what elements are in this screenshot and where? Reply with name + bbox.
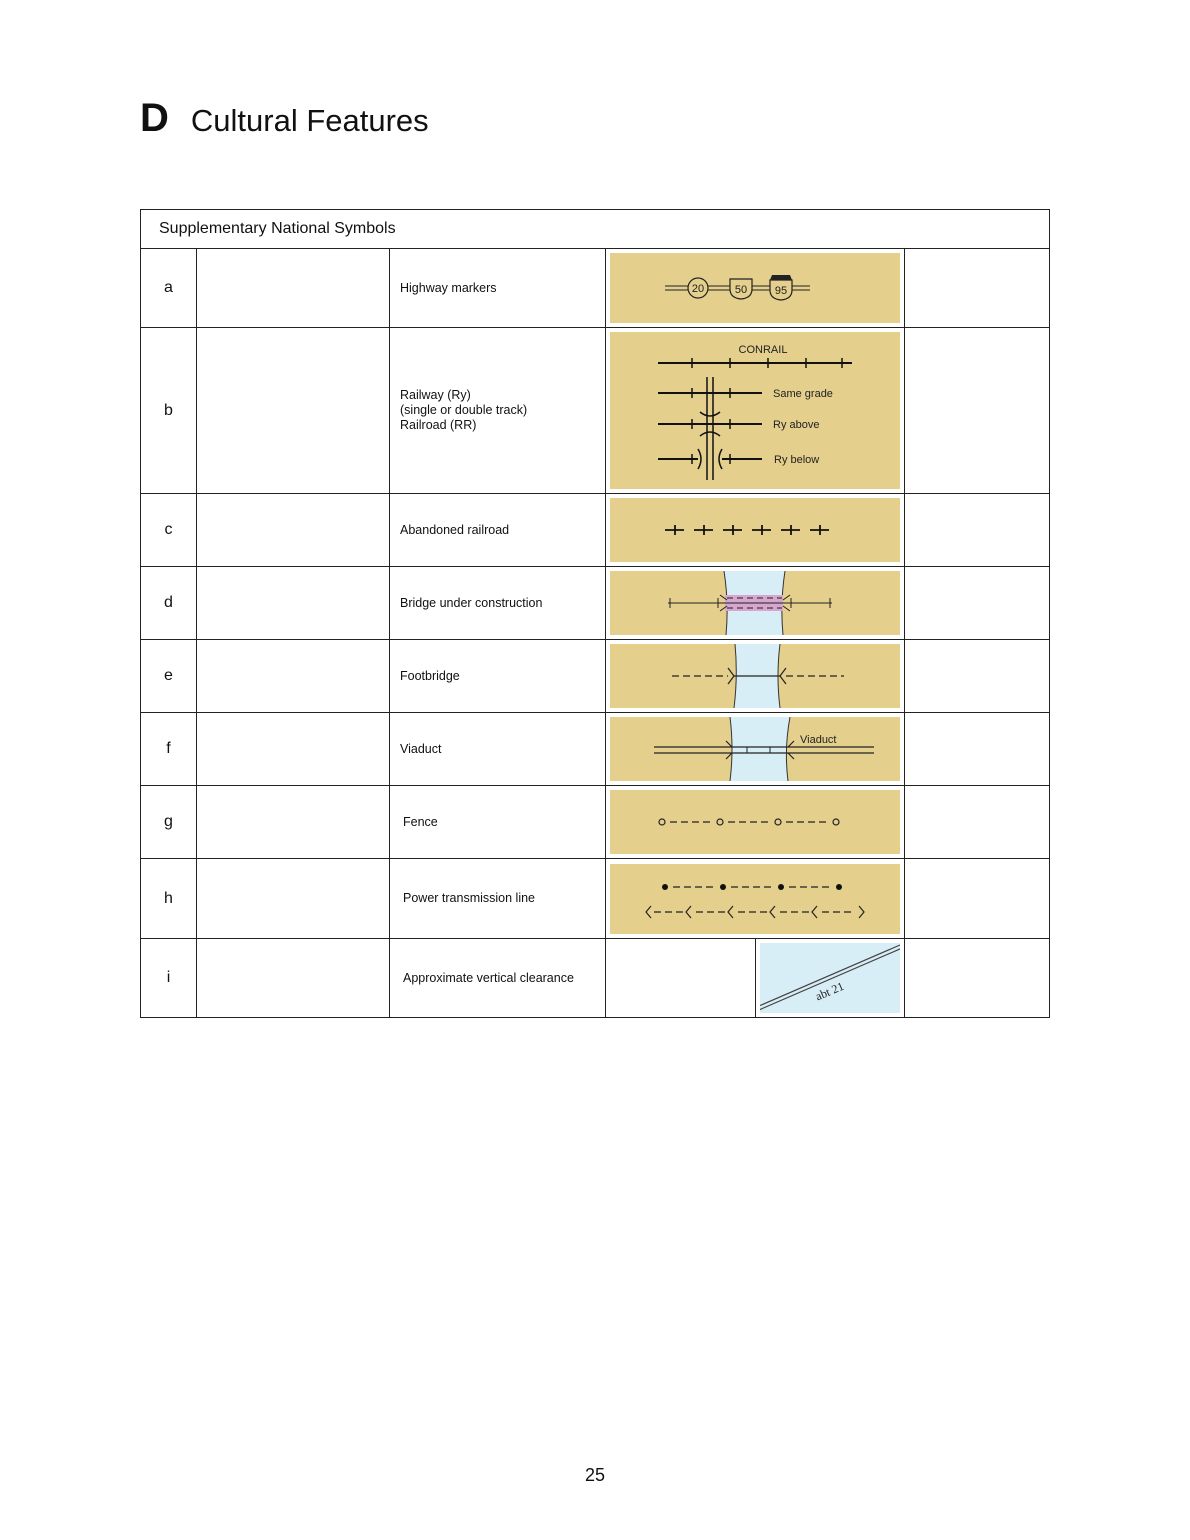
empty-cell bbox=[197, 713, 390, 786]
table-row bbox=[141, 713, 1050, 786]
viaduct-symbol bbox=[610, 717, 900, 781]
table-row bbox=[141, 494, 1050, 567]
section-title: Cultural Features bbox=[190, 103, 429, 138]
row-letter: c bbox=[141, 494, 197, 567]
viaduct-label: Viaduct bbox=[800, 734, 837, 746]
vertical-clearance-symbol bbox=[760, 943, 900, 1013]
description-line: Railway (Ry) bbox=[400, 388, 471, 402]
symbols-table bbox=[140, 209, 1050, 1018]
empty-cell bbox=[197, 494, 390, 567]
empty-cell bbox=[197, 939, 390, 1018]
symbol-cell bbox=[606, 494, 905, 567]
symbol-cell bbox=[606, 859, 905, 939]
row-description: Power transmission line bbox=[390, 859, 606, 939]
empty-cell bbox=[905, 249, 1050, 328]
shield-number: 50 bbox=[734, 284, 748, 296]
empty-cell bbox=[197, 249, 390, 328]
row-letter: i bbox=[141, 939, 197, 1018]
empty-cell bbox=[197, 786, 390, 859]
row-description bbox=[390, 328, 606, 494]
row-letter: b bbox=[141, 328, 197, 494]
symbol-cell bbox=[606, 567, 905, 640]
highway-markers-symbol bbox=[610, 253, 900, 323]
row-letter: h bbox=[141, 859, 197, 939]
symbol-cell bbox=[606, 249, 905, 328]
railway-symbol bbox=[610, 332, 900, 489]
footbridge-symbol bbox=[610, 644, 900, 708]
row-description: Footbridge bbox=[390, 640, 606, 713]
ry-above-label: Ry above bbox=[773, 419, 820, 431]
table-row bbox=[141, 786, 1050, 859]
shield-number: 20 bbox=[691, 283, 705, 295]
row-letter: d bbox=[141, 567, 197, 640]
empty-cell bbox=[905, 786, 1050, 859]
table-row bbox=[141, 567, 1050, 640]
shield-number: 95 bbox=[774, 285, 788, 297]
table-row bbox=[141, 859, 1050, 939]
table-row bbox=[141, 249, 1050, 328]
power-line-symbol bbox=[610, 864, 900, 934]
row-letter: f bbox=[141, 713, 197, 786]
ry-below-label: Ry below bbox=[774, 454, 820, 466]
abandoned-railroad-symbol bbox=[610, 498, 900, 562]
description-line: (single or double track) bbox=[400, 403, 528, 417]
symbol-cell bbox=[606, 328, 905, 494]
table-header: Supplementary National Symbols bbox=[141, 210, 1050, 249]
empty-cell bbox=[905, 494, 1050, 567]
table-row bbox=[141, 640, 1050, 713]
empty-cell bbox=[905, 939, 1050, 1018]
page-heading bbox=[140, 96, 429, 141]
symbol-cell bbox=[606, 713, 905, 786]
row-description: Bridge under construction bbox=[390, 567, 606, 640]
empty-cell bbox=[905, 567, 1050, 640]
table-row bbox=[141, 939, 1050, 1018]
symbol-cell bbox=[756, 939, 905, 1018]
page-number: 25 bbox=[584, 1465, 606, 1485]
clearance-label: abt 21 bbox=[813, 979, 846, 1004]
bridge-construction-symbol bbox=[610, 571, 900, 635]
empty-cell bbox=[905, 640, 1050, 713]
row-description: Viaduct bbox=[390, 713, 606, 786]
empty-cell bbox=[905, 713, 1050, 786]
empty-cell bbox=[197, 640, 390, 713]
same-grade-label: Same grade bbox=[773, 388, 833, 400]
empty-cell bbox=[197, 328, 390, 494]
row-letter: a bbox=[141, 249, 197, 328]
railway-label-top: CONRAIL bbox=[738, 344, 788, 356]
row-description: Fence bbox=[390, 786, 606, 859]
section-letter: D bbox=[140, 96, 169, 140]
description-line: Railroad (RR) bbox=[400, 418, 477, 432]
empty-cell bbox=[606, 939, 756, 1018]
row-description: Highway markers bbox=[390, 249, 606, 328]
fence-symbol bbox=[610, 790, 900, 854]
row-letter: e bbox=[141, 640, 197, 713]
empty-cell bbox=[905, 859, 1050, 939]
row-description: Abandoned railroad bbox=[390, 494, 606, 567]
empty-cell bbox=[197, 567, 390, 640]
empty-cell bbox=[905, 328, 1050, 494]
table-row bbox=[141, 328, 1050, 494]
symbol-cell bbox=[606, 786, 905, 859]
empty-cell bbox=[197, 859, 390, 939]
row-description: Approximate vertical clearance bbox=[390, 939, 606, 1018]
symbol-cell bbox=[606, 640, 905, 713]
row-letter: g bbox=[141, 786, 197, 859]
